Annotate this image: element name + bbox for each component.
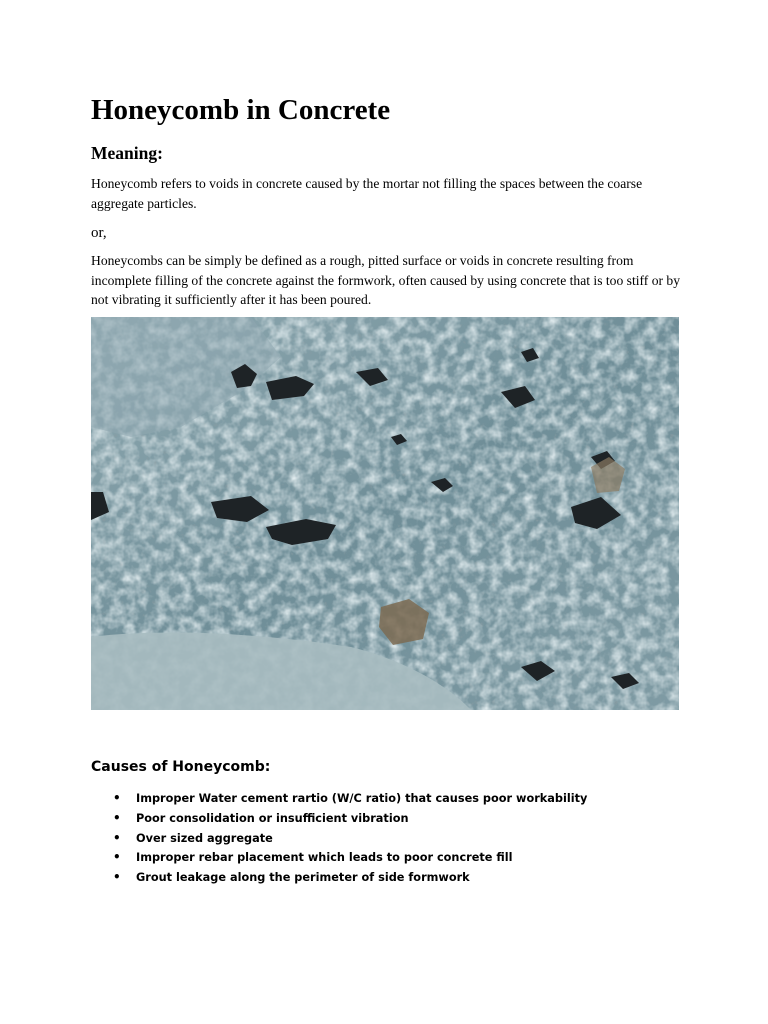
page-title: Honeycomb in Concrete [91,94,391,126]
causes-heading: Causes of Honeycomb: [91,759,271,775]
cause-text: Improper Water cement rartio (W/C ratio) that causes poor workability [136,792,588,805]
causes-list [91,789,587,888]
meaning-heading: Meaning: [91,143,163,163]
definition-paragraph-2: Honeycombs can be simply be defined as a rough, pitted surface or voids in concrete resulting from incomplete filling of the concrete against the formwork, often caused by using concrete that is too stiff or by not vibrating it sufficiently after it has been poured. [91,253,681,307]
bullet-icon: • [113,850,121,865]
list-item [91,829,587,849]
list-item [91,809,587,829]
bullet-icon: • [113,791,121,805]
cause-text: Poor consolidation or insufficient vibration [136,811,409,825]
cause-text: Improper rebar placement which leads to poor concrete fill [136,851,513,865]
bullet-icon: • [113,810,121,825]
bullet-icon: • [113,830,121,845]
or-text: or, [91,225,107,241]
cause-text: Over sized aggregate [136,831,273,845]
cause-text: Grout leakage along the perimeter of side formwork [136,871,470,885]
bullet-icon: • [113,870,121,885]
definition-paragraph-1: Honeycomb refers to voids in concrete caused by the mortar not filling the spaces between the coarse aggregate particles. [91,176,643,211]
list-item [91,868,587,888]
list-item [91,789,587,809]
list-item [91,848,587,868]
honeycomb-concrete-photo [91,317,679,710]
